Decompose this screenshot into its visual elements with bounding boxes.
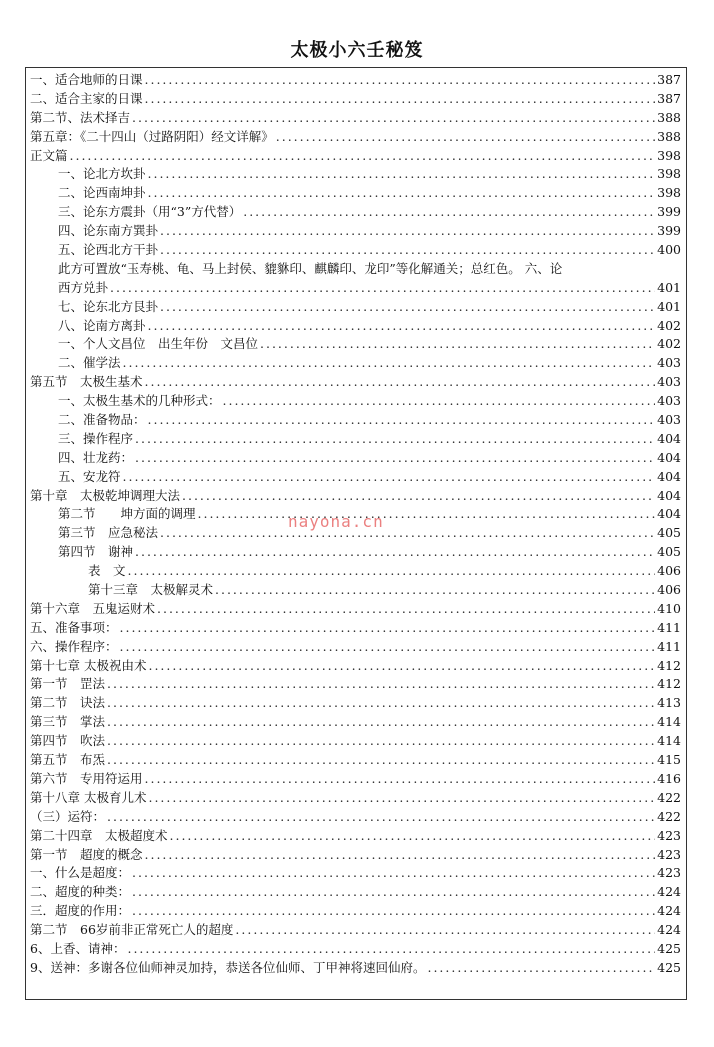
toc-entry[interactable] [30,468,681,487]
toc-entry-label: 正文篇 [30,147,68,163]
toc-entry[interactable] [30,789,681,808]
toc-leader-dots [145,373,656,392]
toc-entry-page: 414 [657,733,681,749]
document-title: 太极小六壬秘笈 [290,40,424,61]
toc-entry-label: 五、准备事项： [30,619,118,635]
toc-entry-label: 二、准备物品： [58,412,146,428]
toc-leader-dots [198,505,656,524]
toc-entry-label: 二、超度的种类： [30,884,131,900]
toc-entry-page: 398 [657,185,681,201]
toc-entry-label: 表 文 [88,563,126,579]
toc-leader-dots [160,222,655,241]
toc-entry-label: 第十三章 太极解灵术 [88,582,214,598]
toc-entry-page: 412 [657,657,681,673]
toc-entry[interactable] [30,392,681,411]
toc-entry[interactable] [30,184,681,203]
toc-entry-label: 第二节 诀法 [30,695,106,711]
toc-entry-label: 四、壮龙药： [58,449,134,465]
toc-entry[interactable] [30,373,681,392]
toc-entry[interactable] [30,241,681,260]
toc-entry-label: 六、操作程序： [30,638,118,654]
toc-entry-label: 一、适合地师的日课 [30,71,143,87]
toc-leader-dots [123,468,656,487]
toc-entry-page: 424 [657,884,681,900]
toc-entry[interactable] [30,657,681,676]
toc-leader-dots [148,789,655,808]
toc-entry[interactable] [30,165,681,184]
toc-entry-label: 第二十四章 太极超度术 [30,827,168,843]
toc-entry[interactable] [30,354,681,373]
toc-leader-dots [160,241,655,260]
toc-entry[interactable] [30,487,681,506]
toc-leader-dots [148,317,656,336]
toc-entry-page: 403 [657,355,681,371]
toc-leader-dots [148,411,656,430]
toc-entry-page: 411 [657,619,681,635]
toc-leader-dots [107,676,655,695]
toc-entry-page: 399 [657,223,681,239]
toc-entry-page: 401 [657,279,681,295]
toc-entry[interactable] [30,203,681,222]
toc-entry[interactable] [30,694,681,713]
toc-entry-label: 西方兑卦 [58,279,109,295]
toc-leader-dots [132,883,655,902]
toc-entry[interactable] [30,562,681,581]
toc-leader-dots [107,808,655,827]
toc-entry-label: 第三节 应急秘法 [58,525,159,541]
toc-leader-dots [135,449,655,468]
toc-entry[interactable] [30,676,681,695]
toc-entry-page: 402 [657,317,681,333]
toc-entry-page: 425 [657,940,681,956]
toc-leader-dots [160,298,655,317]
toc-entry-label: 三、论东方震卦（用“3”方代替） [58,204,242,220]
toc-entry-page: 404 [657,449,681,465]
toc-leader-dots [276,128,655,147]
toc-entry-label: 第十八章 太极育儿术 [30,789,147,805]
toc-leader-dots [145,90,656,109]
toc-entry[interactable] [30,543,681,562]
toc-leader-dots [235,921,655,940]
toc-entry[interactable] [30,449,681,468]
toc-entry-label: （三）运符： [30,808,106,824]
toc-leader-dots [132,109,655,128]
toc-entry-page: 404 [657,430,681,446]
toc-leader-dots [215,581,655,600]
toc-entry-label: 此方可置放“玉寿桃、龟、马上封侯、貔貅印、麒麟印、龙印”等化解通关；总红色。 六、论 [58,260,563,276]
toc-leader-dots [148,657,655,676]
toc-entry-page: 403 [657,393,681,409]
toc-leader-dots [120,638,656,657]
toc-entry-label: 第二节 66岁前非正常死亡人的超度 [30,922,234,938]
toc-leader-dots [107,732,655,751]
toc-entry-page: 406 [657,582,681,598]
toc-entry-page: 400 [657,242,681,257]
toc-entry-label: 八、论南方离卦 [58,317,146,333]
toc-entry[interactable] [30,317,681,336]
toc-entry-label: 三．超度的作用： [30,903,131,919]
toc-leader-dots [260,335,655,354]
toc-entry[interactable] [30,109,681,128]
toc-entry-page: 416 [657,770,681,786]
toc-leader-dots [120,619,656,638]
toc-leader-dots [427,959,655,978]
toc-entry-label: 第十章 太极乾坤调理大法 [30,487,181,503]
toc-entry[interactable] [30,298,681,317]
toc-entry-page: 402 [657,336,681,352]
toc-entry-label: 三、操作程序 [58,430,134,446]
toc-leader-dots [107,713,655,732]
toc-entry-page: 422 [657,808,681,824]
toc-entry-page: 404 [657,487,681,503]
toc-entry-page: 405 [657,544,681,560]
toc-entry-label: 第十七章 太极祝由术 [30,657,147,673]
toc-entry-page: 388 [657,109,681,125]
toc-leader-dots [148,184,656,203]
toc-leader-dots [132,864,655,883]
toc-leader-dots [132,902,655,921]
toc-entry-label: 一、太极生基术的几种形式： [58,393,221,409]
toc-entry[interactable] [30,940,681,959]
toc-leader-dots [107,751,655,770]
toc-entry-page: 423 [657,827,681,843]
toc-entry-label: 第五节 太极生基术 [30,374,143,390]
toc-entry-label: 一、论北方坎卦 [58,166,146,182]
toc-entry-label: 第二节 坤方面的调理 [58,506,196,522]
toc-entry-label: 二、论西南坤卦 [58,185,146,201]
toc-entry-page: 388 [657,128,681,144]
toc-leader-dots [70,147,656,166]
toc-entry-page: 413 [657,695,681,711]
toc-leader-dots [145,770,656,789]
toc-entry-page: 410 [657,600,681,616]
toc-leader-dots [128,562,656,581]
toc-entry-label: 二、催学法 [58,355,121,371]
toc-entry-page: 414 [657,714,681,730]
toc-entry-page: 424 [657,903,681,919]
toc-entry[interactable] [30,71,681,90]
toc-entry-label: 6、上香、请神： [30,940,126,956]
toc-entry-page: 398 [657,166,681,182]
toc-leader-dots [160,524,655,543]
toc-entry-label: 第三节 掌法 [30,714,106,730]
toc-entry-label: 一、个人文昌位 出生年份 文昌位 [58,336,259,352]
toc-entry-page: 411 [657,638,681,654]
toc-entry[interactable] [30,921,681,940]
toc-entry[interactable] [30,260,681,279]
toc-entry-label: 9、送神：多谢各位仙师神灵加持，恭送各位仙师、丁甲神将速回仙府。 [30,959,426,975]
toc-entry-page: 423 [657,865,681,881]
toc-entry-page: 387 [657,71,681,87]
toc-entry[interactable] [30,147,681,166]
toc-entry[interactable] [30,959,681,978]
toc-leader-dots [127,940,655,959]
toc-entry-label: 第二节、法术择吉 [30,109,131,125]
toc-entry[interactable] [30,808,681,827]
toc-leader-dots [107,694,655,713]
toc-entry[interactable] [30,827,681,846]
toc-leader-dots [170,827,656,846]
toc-entry[interactable] [30,619,681,638]
toc-entry-page: 403 [657,412,681,428]
toc-entry-page: 404 [657,506,681,522]
toc-leader-dots [145,846,656,865]
toc-leader-dots [243,203,655,222]
toc-entry[interactable] [30,751,681,770]
toc-leader-dots [145,71,656,90]
toc-entry-page: 422 [657,789,681,805]
toc-entry[interactable] [30,902,681,921]
toc-entry-label: 四、论东南方巽卦 [58,223,159,239]
toc-entry-page: 403 [657,374,681,390]
toc-entry[interactable] [30,883,681,902]
toc-leader-dots [135,543,655,562]
toc-entry-label: 第六节 专用符运用 [30,770,143,786]
toc-leader-dots [157,600,655,619]
toc-entry-label: 一、什么是超度： [30,865,131,881]
toc-entry-page: 423 [657,846,681,862]
toc-entry[interactable] [30,846,681,865]
toc-entry-label: 二、适合主家的日课 [30,90,143,106]
toc-leader-dots [223,392,656,411]
toc-leader-dots [148,165,656,184]
toc-entry-label: 七、论东北方艮卦 [58,298,159,314]
toc-entry[interactable] [30,222,681,241]
toc-entry[interactable] [30,770,681,789]
toc-entry[interactable] [30,638,681,657]
toc-entry[interactable] [30,581,681,600]
toc-entry[interactable] [30,335,681,354]
toc-entry[interactable] [30,430,681,449]
toc-entry-page: 398 [657,147,681,163]
toc-entry-page: 415 [657,752,681,768]
toc-entry[interactable] [30,732,681,751]
toc-entry-page: 412 [657,676,681,692]
toc-entry-page: 405 [657,525,681,541]
toc-leader-dots [123,354,656,373]
toc-entry-page: 406 [657,563,681,579]
toc-entry-label: 第四节 吹法 [30,733,106,749]
toc-entry-label: 五、安龙符 [58,468,121,484]
toc-entry-label: 第五章：《二十四山（过路阴阳）经文详解》 [30,128,274,144]
toc-entry-page: 387 [657,90,681,106]
toc-entry[interactable] [30,128,681,147]
watermark: nayona.cn [288,512,384,531]
toc-entry-page: 424 [657,922,681,938]
toc-entry[interactable] [30,279,681,298]
toc-entry[interactable] [30,600,681,619]
toc-entry-label: 五、论西北方干卦 [58,242,159,257]
toc-entry-page: 425 [657,959,681,975]
toc-leader-dots [110,279,655,298]
toc-entry-label: 第一节 超度的概念 [30,846,143,862]
toc-entry[interactable] [30,713,681,732]
toc-entry-label: 第一节 罡法 [30,676,106,692]
toc-leader-dots [182,487,655,506]
toc-entry-page: 404 [657,468,681,484]
toc-entry-page: 399 [657,204,681,220]
toc-leader-dots [135,430,655,449]
toc-entry-label: 第五节 布炁 [30,752,106,768]
toc-entry[interactable] [30,90,681,109]
toc-entry[interactable] [30,411,681,430]
toc-entry-page: 401 [657,298,681,314]
toc-entry-label: 第十六章 五鬼运财术 [30,600,156,616]
toc-entry-label: 第四节 谢神 [58,544,134,560]
toc-entry[interactable] [30,864,681,883]
